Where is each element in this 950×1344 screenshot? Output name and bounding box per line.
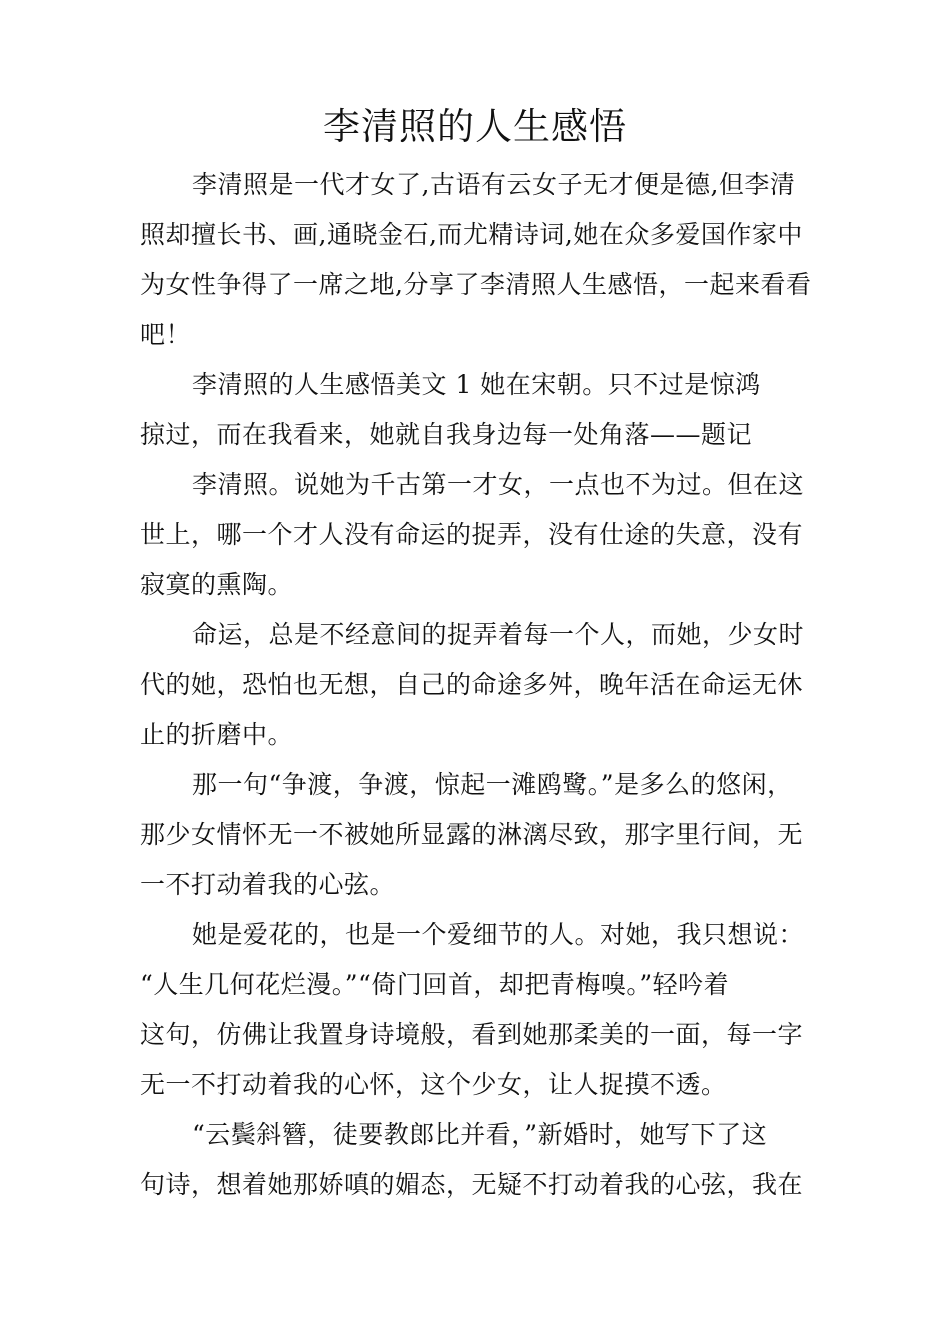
paragraph-line: 止的折磨中。 [140,720,294,749]
paragraph-line: 李清照。说她为千古第一才女，一点也不为过。但在这 [192,470,805,499]
paragraph-line: 她是爱花的，也是一个爱细节的人。对她，我只想说： [192,920,805,949]
paragraph-line: 那一句“争渡，争渡，惊起一滩鸥鹭。”是多么的悠闲， [192,770,793,799]
document-body [140,160,820,1210]
document-title: 李清照的人生感悟 [323,105,627,148]
paragraph-line: 代的她，恐怕也无想，自己的命途多舛，晚年活在命运无休 [140,670,804,699]
paragraph-line: 无一不打动着我的心怀，这个少女，让人捉摸不透。 [140,1070,727,1099]
paragraph-line: 李清照是一代才女了,古语有云女子无才便是德,但李清 [192,170,796,199]
paragraph-line: 照却擅长书、画,通晓金石,而尤精诗词,她在众多爱国作家中 [140,220,803,249]
paragraph-line: 掠过，而在我看来，她就自我身边每一处角落——题记 [140,420,753,449]
paragraph-line: 李清照的人生感悟美文 1 她在宋朝。只不过是惊鸿 [192,370,761,399]
paragraph-line: 一不打动着我的心弦。 [140,870,396,899]
paragraph-line: “人生几何花烂漫。”“倚门回首，却把青梅嗅。”轻吟着 [140,970,730,999]
paragraph-line: 那少女情怀无一不被她所显露的淋漓尽致，那字里行间，无 [140,820,804,849]
paragraph-line: 句诗，想着她那娇嗔的媚态，无疑不打动着我的心弦，我在 [140,1170,804,1199]
paragraph-line: “云鬓斜簪，徒要教郎比并看，”新婚时，她写下了这 [192,1120,768,1149]
paragraph-line: 世上，哪一个才人没有命运的捉弄，没有仕途的失意，没有 [140,520,804,549]
paragraph-line: 吧！ [140,320,192,349]
paragraph-line: 命运，总是不经意间的捉弄着每一个人，而她，少女时 [192,620,805,649]
paragraph-line: 为女性争得了一席之地,分享了李清照人生感悟，一起来看看 [140,270,812,299]
paragraph-line: 寂寞的熏陶。 [140,570,294,599]
paragraph-line: 这句，仿佛让我置身诗境般，看到她那柔美的一面，每一字 [140,1020,804,1049]
